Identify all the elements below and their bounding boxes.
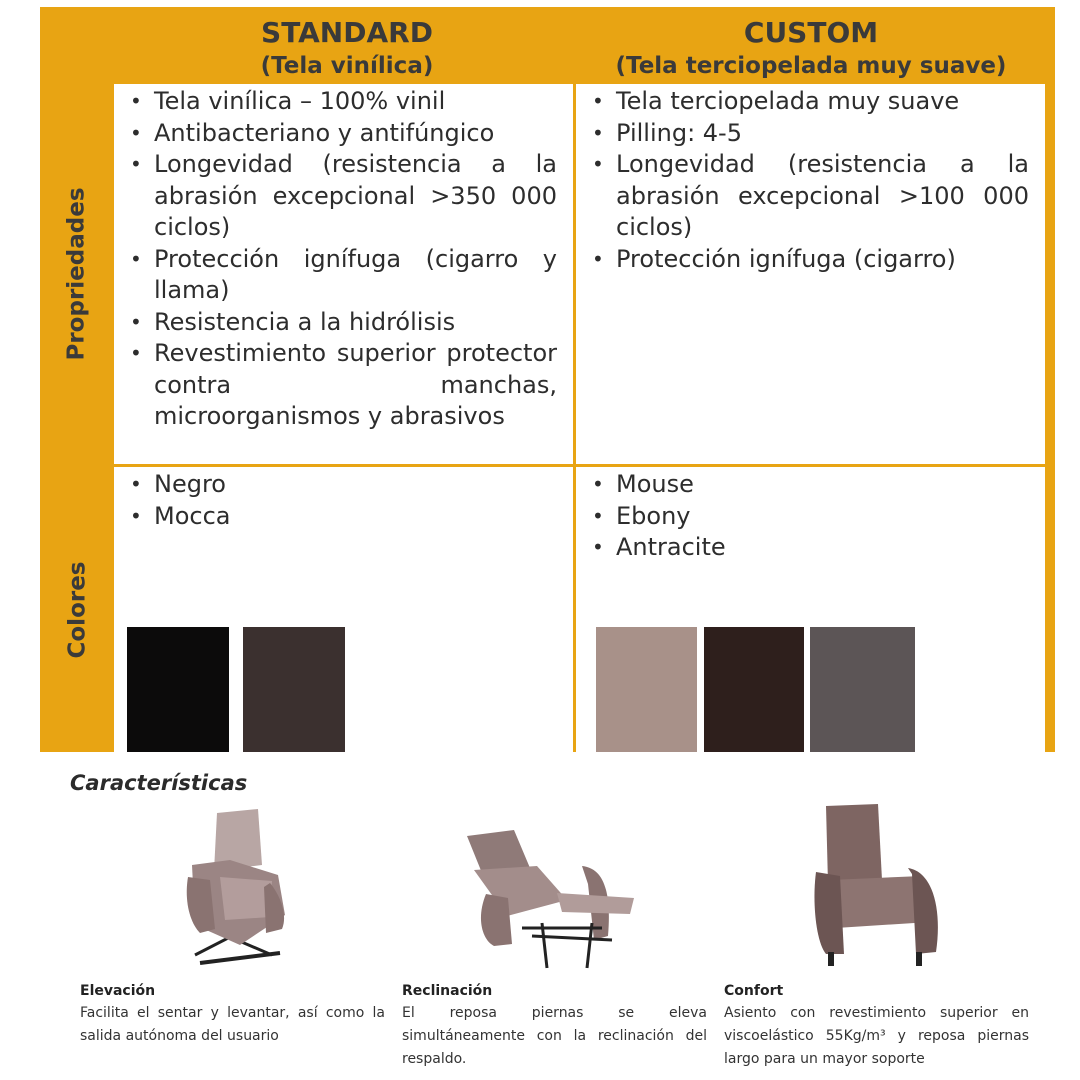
swatch-negro <box>127 627 229 752</box>
standard-properties-cell <box>114 84 573 464</box>
row-label-properties: Propriedades <box>64 187 90 361</box>
standard-colors-list <box>128 469 557 532</box>
list-item: • Negro <box>130 470 226 498</box>
list-item: • Antracite <box>592 533 726 561</box>
comfort-chair-image <box>812 802 942 972</box>
list-item: • Longevidad (resistencia a la abrasión excepcional >350 000 ciclos) <box>130 150 557 241</box>
custom-colors-list <box>590 469 1029 564</box>
standard-colors-cell <box>114 467 573 752</box>
list-item: • Tela vinílica – 100% vinil <box>130 87 446 115</box>
custom-colors-cell <box>576 467 1045 752</box>
swatch-ebony <box>704 627 804 752</box>
comparison-table <box>40 7 1055 752</box>
list-item: • Longevidad (resistencia a la abrasión excepcional >100 000 ciclos) <box>592 150 1029 241</box>
standard-subtitle: (Tela vinílica) <box>260 53 434 79</box>
standard-title: STANDARD <box>261 16 433 49</box>
feature-name: Confort <box>724 983 784 999</box>
standard-header <box>112 17 582 80</box>
list-item: • Protección ignífuga (cigarro) <box>592 244 956 273</box>
swatch-antracite <box>810 627 915 752</box>
standard-properties-list <box>128 86 557 433</box>
list-item: • Antibacteriano y antifúngico <box>130 118 495 147</box>
feature-reclinacion <box>402 980 707 1071</box>
custom-properties-list <box>590 86 1029 275</box>
lift-chair-image <box>180 805 300 975</box>
features-title: Características <box>70 771 248 795</box>
feature-description: Facilita el sentar y levantar, así como la salida autónoma del usuario <box>80 1005 385 1044</box>
list-item: • Mouse <box>592 470 694 498</box>
feature-description: Asiento con revestimiento superior en viscoelástico 55Kg/m³ y reposa piernas largo para un mayor soporte <box>724 1005 1029 1067</box>
list-item: • Pilling: 4-5 <box>592 118 742 147</box>
swatch-mouse <box>596 627 697 752</box>
custom-header <box>576 17 1046 80</box>
list-item: • Mocca <box>130 501 231 530</box>
custom-properties-cell <box>576 84 1045 464</box>
feature-confort <box>724 980 1029 1071</box>
list-item: • Tela terciopelada muy suave <box>592 87 960 115</box>
list-item: • Resistencia a la hidrólisis <box>130 307 456 336</box>
list-item: • Revestimiento superior protector contra manchas, microorganismos y abrasivos <box>130 339 557 430</box>
list-item: • Protección ignífuga (cigarro y llama) <box>130 244 557 304</box>
custom-subtitle: (Tela terciopelada muy suave) <box>615 53 1007 79</box>
feature-elevacion <box>80 980 385 1048</box>
feature-name: Reclinación <box>402 983 493 999</box>
row-label-colors: Colores <box>64 561 90 658</box>
list-item: • Ebony <box>592 501 691 530</box>
recliner-chair-image <box>462 828 640 976</box>
swatch-mocca <box>243 627 345 752</box>
custom-title: CUSTOM <box>743 16 879 49</box>
feature-description: El reposa piernas se eleva simultáneamente con la reclinación del respaldo. <box>402 1005 707 1067</box>
feature-name: Elevación <box>80 983 156 999</box>
